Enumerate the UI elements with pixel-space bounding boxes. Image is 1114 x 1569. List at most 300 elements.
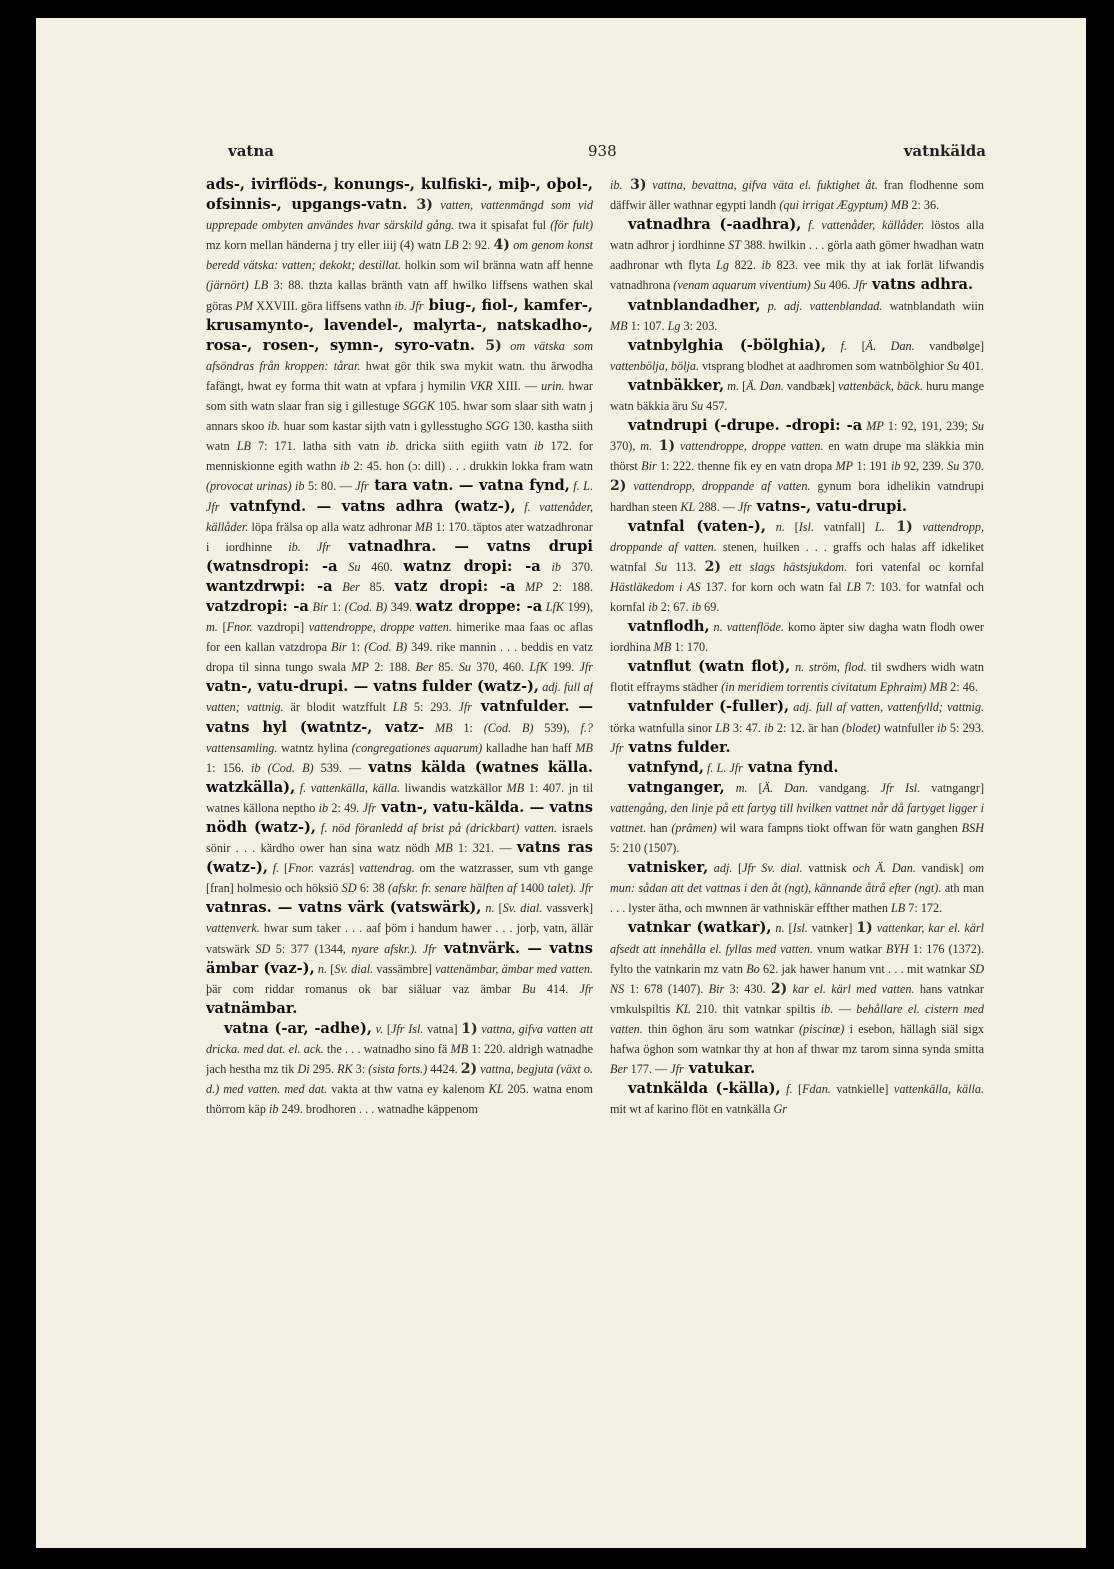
right-column	[610, 175, 984, 1380]
gloss-italic: adj.	[708, 861, 733, 876]
gloss-italic: ib.	[820, 1001, 834, 1016]
gloss-italic: Jfr Sv. dial.	[742, 861, 803, 876]
gloss-italic: ib	[891, 459, 901, 474]
entry-text: 1: 222. thenne fik ey en vatn dropa	[656, 459, 836, 474]
headword: vatz dropi: -a	[394, 577, 516, 595]
entry-text: 457.	[703, 399, 728, 414]
sense-number: 1)	[856, 920, 873, 937]
gloss-italic: vattendrag.	[358, 861, 415, 876]
entry-text: om the watzrasser, sum vth gange [fran] holmesio och höksiö	[206, 861, 593, 896]
gloss-italic: m.	[206, 620, 218, 635]
entry-text: hwat gör thik swa mykit watn. thu ärwodha fafängt, hwat ey forma thit watn at vpfara j hymilin	[206, 358, 593, 393]
gloss-italic: Ber	[332, 579, 360, 594]
gloss-italic: MB	[450, 1042, 469, 1057]
entry-text: hwar sum taker . . . aaf þöm i handum hawer . . . jorþ, vatn, ällär vatswärk	[206, 921, 593, 956]
entry-text: 3: 47.	[729, 720, 765, 735]
gloss-italic: Bir	[708, 981, 725, 996]
gloss-italic: (för fult)	[550, 218, 593, 233]
gloss-italic: LB	[846, 579, 861, 594]
entry-text: 3: 430.	[724, 981, 771, 996]
gloss-italic: n.	[314, 961, 328, 976]
gloss-italic: Su	[654, 559, 668, 574]
entry-text: 130. kastha siith watn	[206, 419, 593, 454]
gloss-italic: adj. full af vatten, vattenfylld; vattnig.	[789, 700, 984, 715]
gloss-italic: Su	[947, 459, 960, 474]
gloss-italic: ib	[764, 720, 774, 735]
entry-text: 1:	[346, 640, 365, 655]
gloss-italic: Jfr	[737, 499, 752, 514]
entry-text: 1: 407. jn til watnes källona neptho	[206, 780, 593, 815]
gloss-italic: Jfr	[579, 660, 593, 675]
sense-number: 2)	[704, 558, 721, 575]
gloss-italic: MB	[653, 640, 672, 655]
gloss-italic: MP	[835, 459, 854, 474]
entry-text: 349. rike mannin . . . beddis en vatz dropa til sinna tungo swala	[206, 640, 593, 675]
entry-text: vassämbre]	[373, 961, 436, 976]
entry-text: [	[732, 861, 743, 876]
entry-text: löstos alla watn adhror j iordhinne	[610, 218, 984, 253]
gloss-italic: f. nöd föranledd af brist på (drickbart) vatten.	[316, 821, 558, 835]
entry-text: 539),	[533, 720, 581, 735]
entry-text: 1: 176 (1372). fylto the vatnkarin mz vatn	[610, 941, 984, 976]
entry-text: 370.	[959, 459, 984, 474]
gloss-italic: f. L. Jfr	[206, 479, 593, 514]
gloss-italic: n. vattenflöde.	[709, 620, 784, 635]
gloss-italic: Ber	[610, 1062, 628, 1077]
headword: watnz dropi: -a	[403, 557, 541, 575]
gloss-italic: MB	[424, 720, 453, 735]
entry-text: [	[279, 861, 289, 876]
gloss-italic: MB	[575, 740, 593, 755]
gloss-italic: Jfr Isl.	[880, 780, 921, 795]
gloss-italic: Sv. dial.	[334, 961, 374, 976]
entry-text: 7: 171. latha sith vatn	[250, 439, 387, 454]
gloss-italic: LB	[444, 238, 459, 253]
gloss-italic: LfK	[542, 599, 565, 614]
headword: biug-, fiol-, kamfer-, krusamynto-, lavendel-, malyrta-, natskadho-, rosa-, rosen-, symn-, syro-vatn.	[206, 296, 593, 354]
entry-text: 4424.	[427, 1062, 461, 1077]
dictionary-entry	[610, 657, 984, 697]
gloss-italic: MB	[435, 841, 453, 856]
entry-text: 5: 80. —	[304, 479, 356, 494]
gloss-italic: (prâmen)	[671, 821, 717, 835]
gloss-italic: Su	[690, 399, 704, 414]
gloss-italic: om mun: sådan att det vattnas i den åt (ngt), kännande åtrå efter (ngt).	[610, 861, 984, 896]
entry-text: mz korn mellan händerna j try eller iiij (4) watn	[206, 238, 445, 253]
entry-text: 2: 12. är han	[773, 720, 842, 735]
entry-text: 460.	[360, 559, 404, 574]
entry-text: XIII. —	[492, 378, 542, 393]
gloss-italic: talet). Jfr	[547, 881, 593, 896]
gloss-italic: (congregationes aquarum)	[351, 740, 483, 755]
entry-text: vazdropi]	[252, 620, 309, 635]
gloss-italic: Su	[971, 419, 984, 434]
entry-text: [	[792, 1082, 803, 1097]
gloss-italic: nyare afskr.). Jfr	[351, 941, 437, 956]
entry-text: 2: 45. hon (ɔ: dill) . . . drukkin lokka fram watn	[349, 459, 593, 474]
entry-text: 172. for menniskionne egith wathn	[206, 439, 593, 474]
entry-text: 370.	[560, 559, 593, 574]
entry-text: gynum bora idhelikin vatndrupi hardhan steen	[610, 479, 984, 514]
gloss-italic: behållare el. cistern med vatten.	[610, 1001, 984, 1036]
entry-text: 1: 678 (1407).	[624, 981, 709, 996]
gloss-italic: n. ström, flod.	[790, 660, 867, 675]
entry-text: 5: 377 (1344,	[270, 941, 352, 956]
headword: vatnganger,	[628, 778, 725, 796]
entry-text: vatna]	[423, 1021, 462, 1036]
gloss-italic: f.	[268, 861, 280, 876]
entry-text: [	[747, 780, 763, 795]
headword: vatns ras (watz-),	[206, 839, 593, 877]
sense-number: 1)	[652, 438, 676, 455]
gloss-italic: vattenkar, kar el. kärl afsedt att innehålla el. fyllas med vatten.	[610, 921, 984, 956]
gloss-italic: vattna, begjuta (växt o. d.) med vatten. med dat.	[206, 1062, 593, 1097]
gloss-italic: ib	[761, 258, 772, 273]
entry-text: watnblandath wiin	[882, 298, 984, 313]
sense-number: 3)	[407, 197, 433, 214]
entry-text: 414.	[535, 981, 580, 996]
gloss-italic: ib. Jfr	[394, 298, 424, 313]
gloss-italic: vattenbäck, bäck.	[838, 378, 924, 393]
gloss-italic: f.	[826, 338, 848, 353]
entry-text: 370),	[610, 439, 641, 454]
entry-text: 199),	[564, 599, 593, 614]
entry-text: [	[494, 901, 503, 916]
gloss-italic: p. adj. vattenblandad.	[760, 298, 883, 313]
gloss-italic: f. vattenåder, källåder.	[206, 499, 593, 534]
entry-text: en watn drupe ma släkkia min thörst	[610, 439, 984, 474]
entry-text: 295.	[309, 1062, 338, 1077]
gloss-italic: BSH	[961, 821, 984, 835]
entry-text: komo äpter siw dagha watn flodh ower iordhina	[610, 620, 984, 655]
gloss-italic: MB	[506, 780, 525, 795]
gloss-italic: Jfr	[355, 479, 369, 494]
gloss-italic: SGGK	[403, 399, 435, 414]
entry-text: 2: 188.	[368, 660, 416, 675]
entry-text: stenen, huilken . . . graffs och halas aff idkeliket watnfal	[610, 539, 984, 574]
entry-text: hwar som sith watn slaar fran sig i gillestuge	[206, 378, 593, 414]
entry-text: ath man . . . lyster ätha, och mwnnen är vathniskär effther mathen	[610, 881, 984, 916]
gloss-italic: Su	[458, 660, 471, 675]
entry-text: [	[847, 338, 866, 353]
gloss-italic: ib	[691, 599, 702, 614]
gloss-italic: (in meridiem torrentis civitatum Ephraim) MB	[721, 680, 948, 695]
headword: vatnadhra (-aadhra),	[628, 216, 802, 234]
gloss-italic: Jfr	[458, 700, 472, 715]
entry-text: himerike maa faas oc aflas for een kallan vatzdropa	[206, 620, 593, 655]
headword: vatnfal (vaten-),	[628, 517, 766, 535]
gloss-italic: SD	[341, 881, 357, 896]
headword: vatnras. — vatns värk (vatswärk),	[206, 899, 482, 917]
headword: vatnadhra. — vatns drupi (watnsdropi: -a	[206, 537, 593, 575]
gloss-italic: och Ä. Dan.	[852, 861, 916, 876]
entry-text: þär com riddar romanus ok bar siäluar vaz ämbar	[206, 981, 523, 996]
entry-text: huar som kastar sijth vatn i gyllesstugho	[280, 419, 486, 434]
entry-text: 539. —	[313, 760, 369, 775]
headword: vatnfulder. — vatns hyl (watntz-, vatz-	[206, 698, 593, 736]
entry-text: [	[784, 519, 799, 534]
entry-text: wil wara fampns tiokt offwan för watn ganghen	[716, 821, 962, 835]
gloss-italic: (provocat urinas) ib	[206, 479, 305, 494]
sense-number: 2)	[460, 1061, 478, 1078]
entry-text: 69.	[701, 599, 720, 614]
gloss-italic: f. vattenåder, källåder.	[801, 218, 925, 233]
gloss-italic: MB	[414, 519, 433, 534]
gloss-italic: ST	[728, 238, 741, 253]
gloss-italic: ib. Jfr	[288, 539, 331, 554]
entry-text: vandbølge]	[914, 338, 984, 353]
entry-text: [	[784, 921, 793, 936]
gloss-italic: vattenämbar, ämbar med vatten.	[435, 961, 593, 976]
headword: vatna (-ar, -adhe),	[224, 1019, 372, 1037]
gloss-italic: (sista forts.)	[368, 1062, 428, 1077]
dictionary-entry	[610, 215, 984, 295]
gloss-italic: f.? vattensamling.	[206, 720, 593, 755]
headword: vatukar.	[683, 1060, 756, 1078]
dictionary-entry	[610, 858, 984, 918]
gloss-italic: VKR	[469, 378, 493, 393]
sense-number: 1)	[884, 518, 913, 535]
headword: vatnflut (watn flot),	[628, 658, 791, 676]
entry-text: huru mange watn bäkkia äru	[610, 378, 984, 414]
dictionary-entry	[206, 175, 593, 1019]
gloss-italic: Jfr	[670, 1062, 684, 1077]
gloss-italic: adj. full af vatten; vattnig.	[206, 680, 593, 715]
gloss-italic: (afskr. fr. senare hälften af	[388, 881, 517, 896]
gloss-italic: vattna, bevattna, gifva väta el. fuktighet åt.	[646, 178, 878, 192]
gloss-italic: SGG	[485, 419, 510, 434]
entry-text: israels sönir . . . kärdho ower han sina watz nödh	[206, 821, 593, 856]
gloss-italic: vattenkälla, källa.	[893, 1082, 984, 1097]
entry-text: 205. watna enom thörrom käp	[206, 1082, 593, 1117]
dictionary-entry	[610, 617, 984, 657]
sense-number: 3)	[622, 177, 647, 193]
gloss-italic: om genom konst beredd vätska: vatten; dekokt; destillat.	[206, 238, 593, 273]
gloss-italic: Gr	[773, 1102, 788, 1117]
entry-text: 3: 88. thzta kallas bränth vatn aff hwilko liffsens wathen skal göras	[206, 278, 593, 313]
gloss-italic: ib	[648, 599, 658, 614]
gloss-italic: KL	[680, 499, 696, 514]
gloss-italic: kar el. kärl med vatten.	[787, 981, 915, 996]
entry-text: fran flodhenne som däffwir äller wathnar egypti landh	[610, 178, 984, 213]
gloss-italic: vattendroppe, droppe vatten.	[308, 620, 452, 635]
gloss-italic: Su	[947, 358, 960, 373]
dictionary-entry	[610, 175, 984, 215]
dictionary-entry	[610, 918, 984, 1079]
gloss-italic: Di	[297, 1062, 310, 1077]
gloss-italic: SD NS	[610, 961, 984, 996]
headword: vatnblandadher,	[628, 296, 761, 314]
entry-text: 3: 203.	[680, 318, 718, 333]
entry-text: til swdhers widh watn flotit effrayms städher	[610, 660, 984, 695]
entry-text: 822.	[729, 258, 762, 273]
entry-text: 1: 107.	[627, 318, 668, 333]
entry-text: the . . . watnadho sino fä	[323, 1042, 451, 1057]
gloss-italic: vatten, vattenmängd som vid upprepade ombyten användes hvar särskild gång.	[206, 198, 593, 233]
gloss-italic: (Cod. B)	[364, 640, 408, 655]
entry-text: vtsprang blodhet at aadhromen som watnbölghior	[699, 358, 948, 373]
header-right-guide-word: vatnkälda	[903, 142, 986, 160]
gloss-italic: (blodet)	[841, 720, 881, 735]
entry-text: 92, 239.	[900, 459, 948, 474]
gloss-italic: vattenverk.	[206, 921, 260, 936]
gloss-italic: v.	[371, 1021, 384, 1036]
gloss-italic: (Cod. B)	[483, 720, 534, 735]
gloss-italic: ib	[533, 439, 544, 454]
entry-text: [	[327, 961, 335, 976]
sense-number: 4)	[493, 237, 510, 254]
entry-text: fori vatenfal oc kornfal	[847, 559, 984, 574]
entry-text: han	[646, 821, 672, 835]
gloss-italic: ib.	[610, 178, 623, 192]
gloss-italic: Ber	[415, 660, 434, 675]
gloss-italic: Bu	[522, 981, 536, 996]
gloss-italic: f. vattenkälla, källa.	[295, 780, 400, 795]
entry-text: XXVIII. göra liffsens vathn	[253, 298, 395, 313]
gloss-italic: vattna, gifva vatten att dricka. med dat. el. ack.	[206, 1021, 593, 1057]
entry-text: 823. vee mik thy at iak forlät lifwandis vatnadhrona	[610, 258, 984, 293]
gloss-italic: ib	[340, 459, 350, 474]
entry-text: 1: 170. täptos ater watzadhronar i iordhinne	[206, 519, 593, 554]
gloss-italic: Fnor.	[226, 620, 253, 635]
entry-text: 2: 49.	[328, 800, 363, 815]
entry-text: 7: 172.	[905, 901, 943, 916]
entry-text: liwandis watzkällor	[400, 780, 507, 795]
entry-text: 288. —	[695, 499, 738, 514]
headword: vatns fulder.	[623, 738, 731, 756]
headword: tara vatn. — vatna fynd,	[368, 477, 570, 495]
entry-text: 62. jak hawer hanum vnt . . . mit watnkar	[759, 961, 970, 976]
gloss-italic: ib	[318, 800, 329, 815]
gloss-italic: ib	[937, 720, 947, 735]
gloss-italic: ib	[268, 1102, 279, 1117]
gloss-italic: vattengång, den linje på ett fartyg till hvilken vattnet når då fartyget ligger i vattnet.	[610, 800, 984, 835]
gloss-italic: MP	[862, 419, 884, 434]
gloss-italic: (järnört) LB	[206, 278, 269, 293]
entry-text: watnfuller	[880, 720, 938, 735]
sense-number: 2)	[770, 980, 788, 997]
entry-text: 210. thit vatnkar spiltis	[690, 1001, 821, 1016]
gloss-italic: Jfr	[610, 740, 624, 755]
gloss-italic: vattenbölja, bölja.	[610, 358, 700, 373]
entry-text: 137. for korn och watn fal	[700, 579, 847, 594]
left-column	[206, 175, 593, 1380]
gloss-italic: Jfr	[853, 278, 867, 293]
headword: vatnfulder (-fuller),	[628, 698, 790, 716]
gloss-italic: Bo	[746, 961, 760, 976]
headword: vatzdropi: -a	[206, 597, 309, 615]
gloss-italic: om vätska som afsöndras från kroppen: tårar.	[206, 338, 593, 373]
entry-text: vandisk]	[915, 861, 970, 876]
headword: vatns kälda (watnes källa. watzkälla),	[206, 758, 593, 796]
gloss-italic: ett slags hästsjukdom.	[720, 559, 848, 574]
gloss-italic: BYH	[885, 941, 909, 956]
gloss-italic: vattendropp, droppande af vatten.	[626, 479, 811, 494]
entry-text: vatngangr]	[920, 780, 984, 795]
gloss-italic: ib.	[386, 439, 399, 454]
gloss-italic: Jfr	[362, 800, 377, 815]
entry-text: 5: 210 (1507).	[610, 841, 680, 856]
gloss-italic: (qui irrigat Ægyptum) MB	[779, 198, 909, 213]
entry-text: 85.	[359, 579, 395, 594]
entry-text: 1: 220. aldrigh watnadhe jach hestha mz tik	[206, 1042, 593, 1077]
headword: vatnämbar.	[206, 999, 298, 1017]
entry-text: vatnker]	[807, 921, 857, 936]
gloss-italic: ib (Cod. B)	[251, 760, 314, 775]
gloss-italic: Lg	[716, 258, 729, 273]
dictionary-entry	[610, 697, 984, 757]
gloss-italic: MP	[351, 660, 369, 675]
entry-text: 177. —	[627, 1062, 671, 1077]
entry-text: 388. hwilkin . . . görla aath gömer hwadhan watn aadhronar wth flyta	[610, 238, 984, 273]
gloss-italic: Bir	[641, 459, 657, 474]
gloss-italic: Ä. Dan.	[762, 780, 809, 795]
entry-text: 1: 170.	[671, 640, 709, 655]
page-number: 938	[588, 142, 617, 160]
entry-text: twa it spisafat ful	[454, 218, 551, 233]
headword: vatnvärk. — vatns ämbar (vaz-),	[206, 939, 593, 977]
entry-text: 370, 460.	[471, 660, 530, 675]
dictionary-entry	[610, 336, 984, 376]
entry-text: vassverk]	[542, 901, 593, 916]
entry-text: 401.	[959, 358, 984, 373]
entry-text: 2: 46.	[947, 680, 978, 695]
entry-text: watntz hylina	[277, 740, 352, 755]
entry-text: 3:	[352, 1062, 369, 1077]
headword: vatnflodh,	[628, 618, 710, 636]
gloss-italic: Jfr	[579, 981, 593, 996]
sense-number: 2)	[610, 478, 627, 495]
gloss-italic: m.	[724, 780, 748, 795]
headword: wantzdrwpi: -a	[206, 577, 333, 595]
entry-text: 1: 156.	[206, 760, 251, 775]
sense-number: 1)	[461, 1020, 478, 1037]
headword: vatnkar (watkar),	[628, 919, 772, 937]
entry-text: 5: 293.	[407, 700, 459, 715]
entry-text: 1:	[328, 599, 345, 614]
entry-text: vatnfall]	[813, 519, 875, 534]
dictionary-entry	[610, 517, 984, 617]
gloss-italic: m.	[724, 378, 740, 393]
sense-number: 5)	[475, 337, 502, 354]
headword: vatns-, vatu-drupi.	[751, 497, 907, 515]
entry-text: [	[217, 620, 227, 635]
dictionary-entry	[610, 758, 984, 778]
entry-text: —	[833, 1001, 857, 1016]
gloss-italic: vattendroppe, droppe vatten.	[675, 439, 824, 454]
gloss-italic: LB	[891, 901, 906, 916]
gloss-italic: LB	[715, 720, 730, 735]
dictionary-entry	[610, 376, 984, 416]
headword: vatna fynd.	[742, 758, 839, 776]
entry-text: vandbæk]	[783, 378, 839, 393]
gloss-italic: Isl.	[798, 519, 814, 534]
gloss-italic: Jfr Isl.	[390, 1021, 424, 1036]
headword: vatndrupi (-drupe. -dropi: -a	[628, 417, 863, 435]
headword: ads-, ivirflöds-, konungs-, kulfiski-, miþ-, oþol-, ofsinnis-, upgangs-vatn.	[206, 176, 593, 214]
gloss-italic: n.	[481, 901, 495, 916]
gloss-italic: Lg	[667, 318, 681, 333]
entry-text: dricka siith egiith vatn	[398, 439, 534, 454]
gloss-italic: m.	[640, 439, 653, 454]
entry-text: [	[383, 1021, 391, 1036]
gloss-italic: f.	[780, 1082, 793, 1097]
gloss-italic: RK	[337, 1062, 353, 1077]
entry-text: 1400	[516, 881, 548, 896]
gloss-italic: Fdan.	[802, 1082, 831, 1097]
headword: vatnbylghia (-bölghia),	[628, 336, 827, 354]
entry-text: 105. hwar som slaar sith watn j annars skoo	[206, 399, 593, 434]
